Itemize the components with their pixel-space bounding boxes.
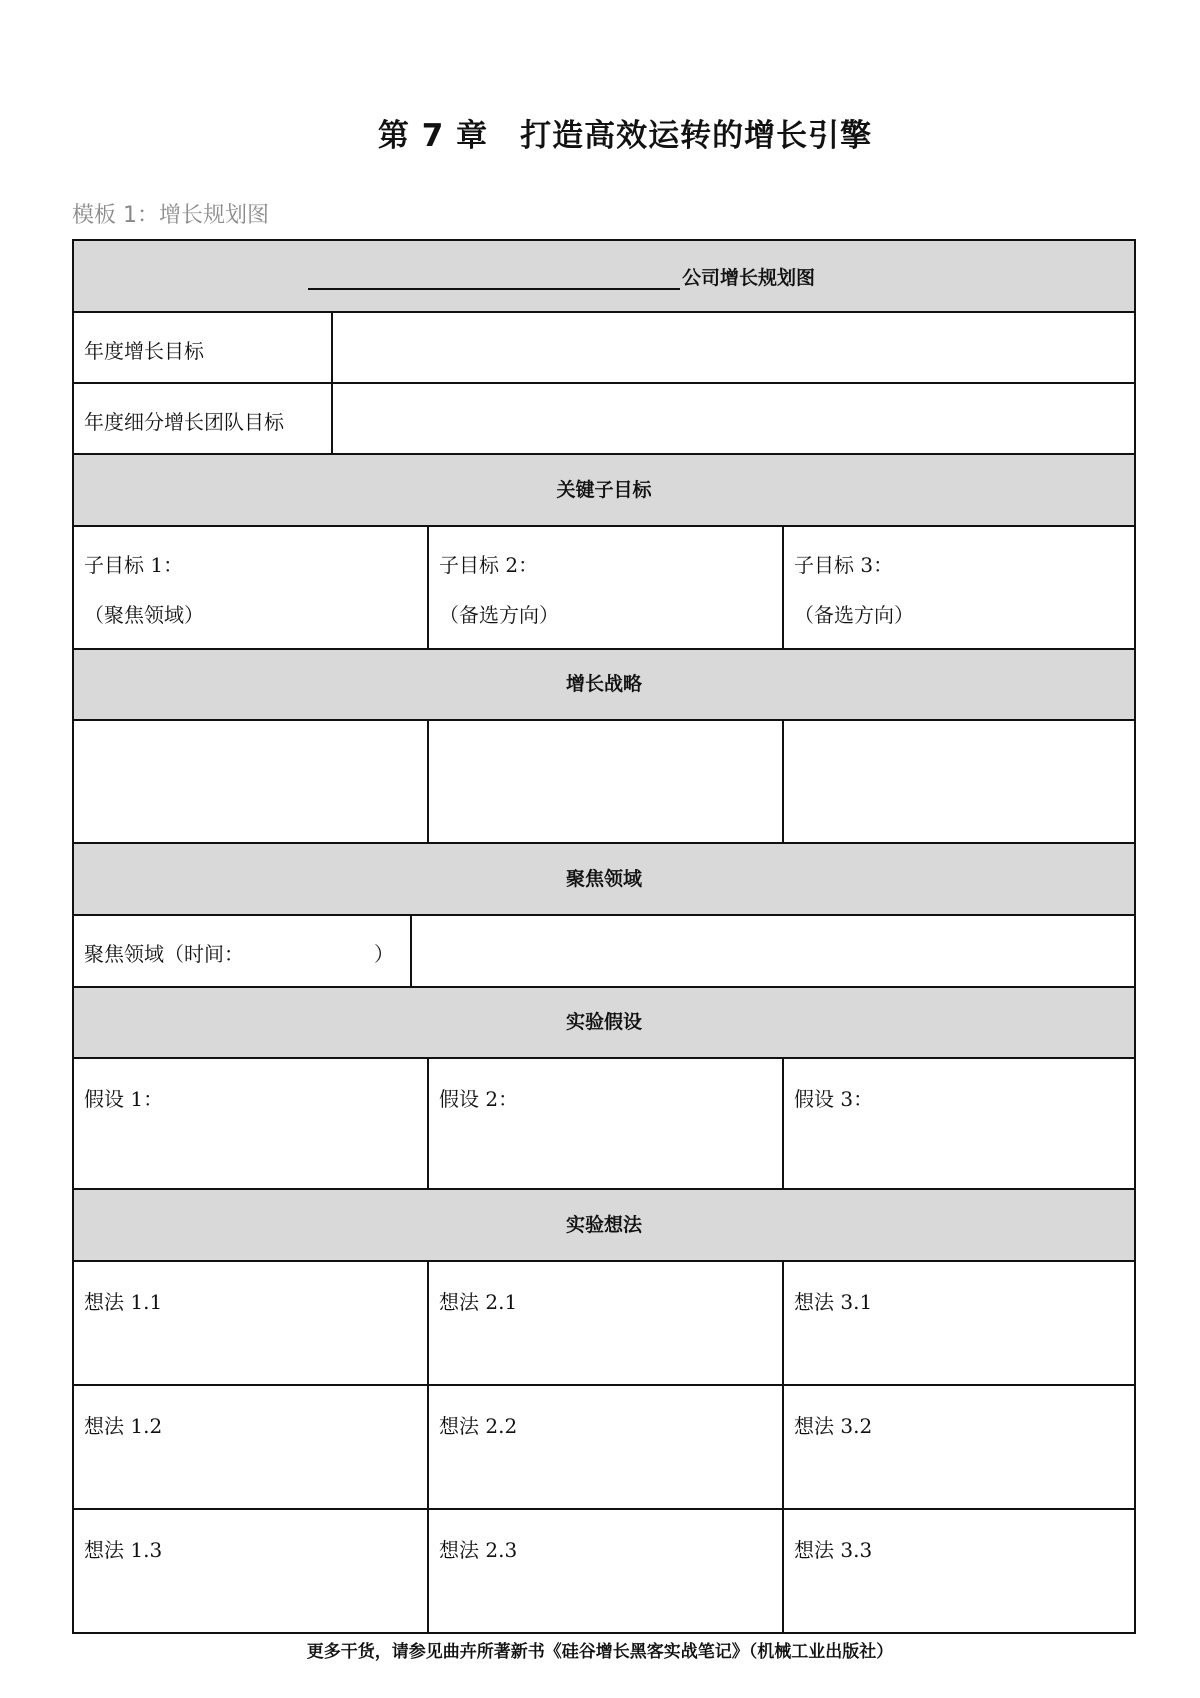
team-goal-input-cell[interactable] — [333, 384, 1136, 453]
focus-label-close: ） — [374, 942, 394, 966]
strategy-row — [74, 721, 1134, 844]
idea-cell[interactable]: 想法 1.2 — [84, 1414, 163, 1438]
template-label: 模板 1：增长规划图 — [72, 203, 269, 228]
idea-cell[interactable]: 想法 2.3 — [439, 1538, 518, 1562]
hypothesis-cell[interactable]: 假设 3： — [794, 1087, 874, 1111]
focus-row — [74, 916, 1134, 988]
annual-goal-row — [74, 313, 1134, 384]
growth-plan-table — [72, 239, 1136, 1634]
team-goal-row — [74, 384, 1134, 455]
annual-goal-label: 年度增长目标 — [84, 339, 204, 363]
ideas-row — [74, 1510, 1134, 1632]
hypotheses-row — [74, 1059, 1134, 1190]
idea-cell[interactable]: 想法 1.3 — [84, 1538, 163, 1562]
ideas-row — [74, 1262, 1134, 1386]
strategy-cell[interactable] — [74, 721, 427, 842]
focus-heading: 聚焦领域 — [74, 844, 1134, 916]
strategy-cell[interactable] — [429, 721, 782, 842]
ideas-heading: 实验想法 — [74, 1190, 1134, 1262]
subgoal-cell[interactable]: 子目标 3： （备选方向） — [794, 553, 914, 627]
ideas-row — [74, 1386, 1134, 1510]
hypothesis-cell[interactable]: 假设 2： — [439, 1087, 519, 1111]
strategy-heading: 增长战略 — [74, 650, 1134, 721]
focus-input-cell[interactable] — [412, 916, 1136, 986]
subgoal-cell[interactable]: 子目标 1： （聚焦领域） — [84, 553, 204, 627]
hypotheses-heading: 实验假设 — [74, 988, 1134, 1059]
idea-cell[interactable]: 想法 3.3 — [794, 1538, 873, 1562]
idea-cell[interactable]: 想法 2.1 — [439, 1290, 518, 1314]
company-name-blank — [308, 288, 680, 290]
idea-cell[interactable]: 想法 3.1 — [794, 1290, 873, 1314]
footer-note: 更多干货，请参见曲卉所著新书《硅谷增长黑客实战笔记》（机械工业出版社） — [306, 1642, 894, 1662]
focus-label: 聚焦领域（时间： — [84, 942, 244, 966]
page-title: 第 7 章 打造高效运转的增长引擎 — [377, 118, 873, 154]
idea-cell[interactable]: 想法 2.2 — [439, 1414, 518, 1438]
team-goal-label: 年度细分增长团队目标 — [84, 410, 284, 434]
idea-cell[interactable]: 想法 3.2 — [794, 1414, 873, 1438]
strategy-cell[interactable] — [784, 721, 1136, 842]
key-subgoals-heading: 关键子目标 — [74, 455, 1134, 527]
subgoal-cell[interactable]: 子目标 2： （备选方向） — [439, 553, 559, 627]
annual-goal-input-cell[interactable] — [333, 313, 1136, 382]
company-title: 公司增长规划图 — [682, 267, 816, 289]
idea-cell[interactable]: 想法 1.1 — [84, 1290, 163, 1314]
company-title-band — [74, 241, 1134, 313]
hypothesis-cell[interactable]: 假设 1： — [84, 1087, 164, 1111]
subgoals-row — [74, 527, 1134, 650]
